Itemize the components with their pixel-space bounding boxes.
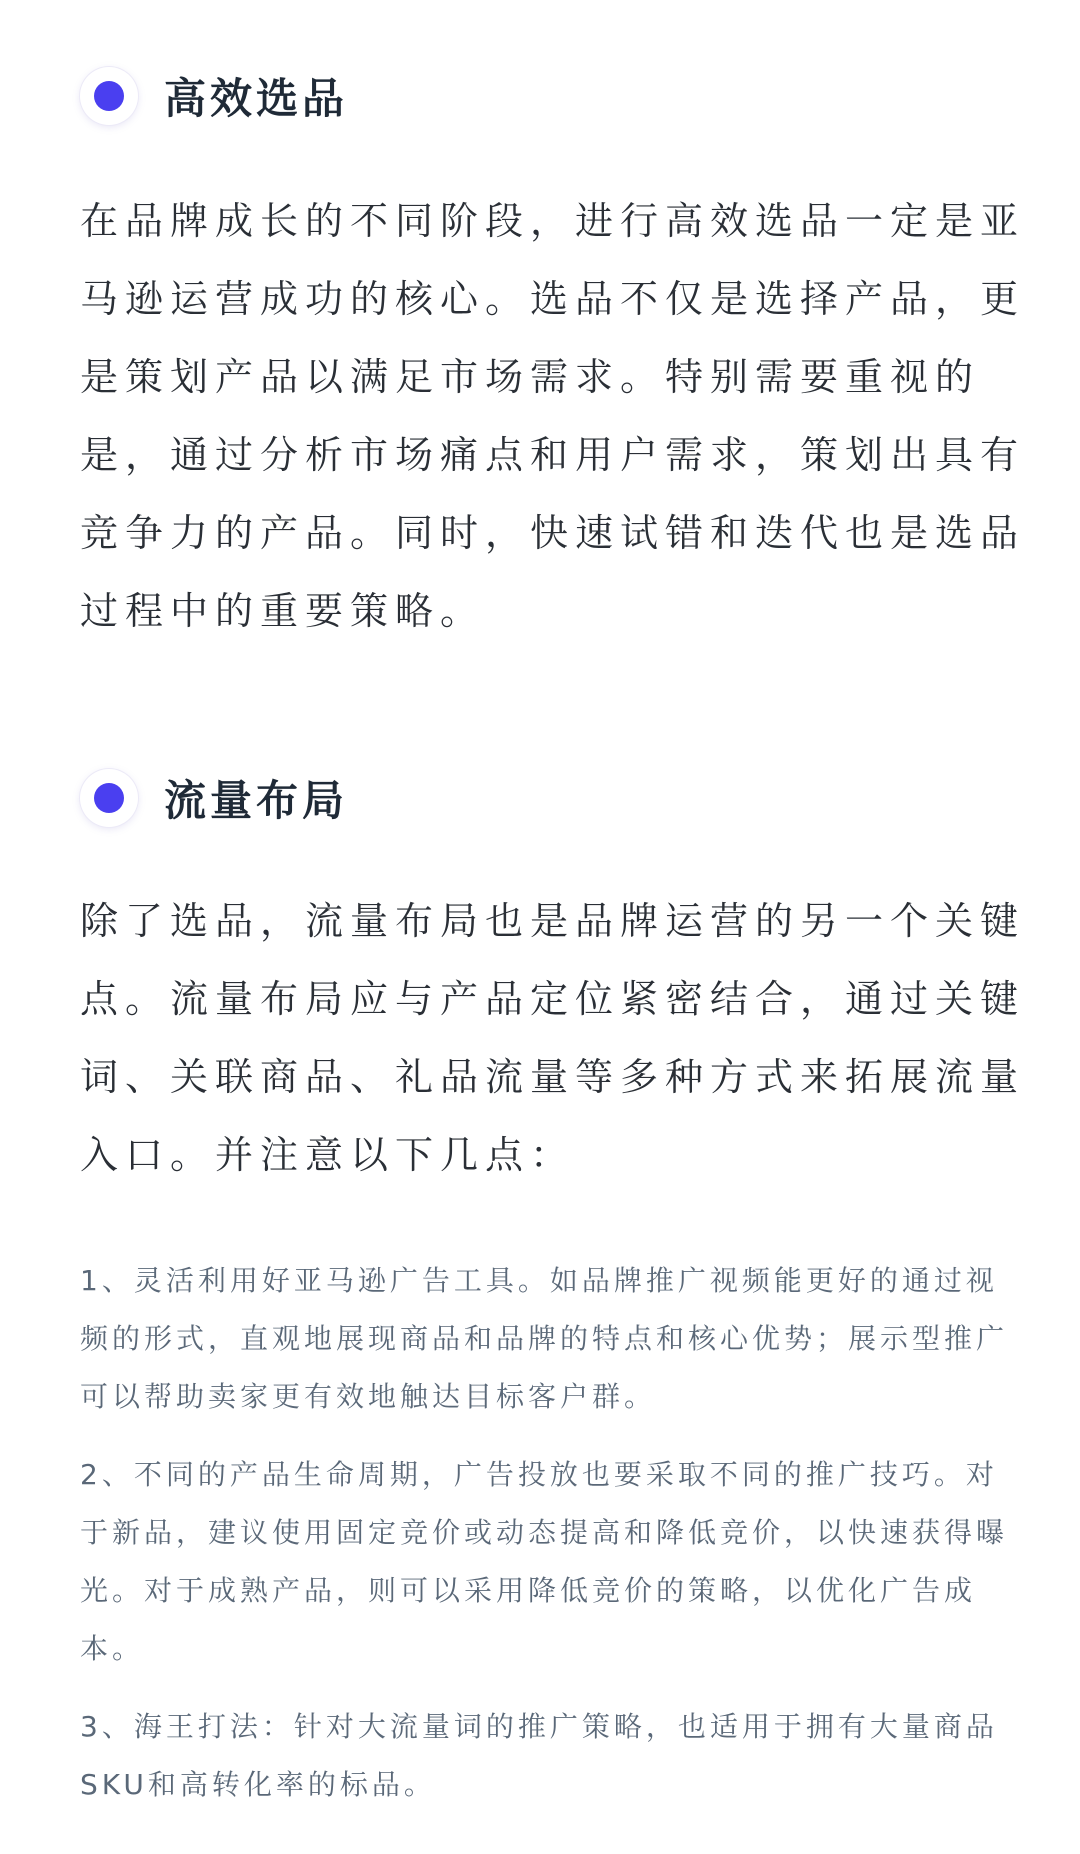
section-header-selection bbox=[80, 64, 348, 128]
bullet-dot-icon bbox=[80, 769, 138, 827]
bullet-dot-core bbox=[94, 783, 124, 813]
section-title: 流量布局 bbox=[164, 776, 349, 825]
bullet-dot-core bbox=[94, 81, 124, 111]
section-paragraph: 在品牌成长的不同阶段，进行高效选品一定是亚马逊运营成功的核心。选品不仅是选择产品，更是策划产品以满足市场需求。特别需要重视的是，通过分析市场痛点和用户需求，策划出具有竞争力的产品。同时，快速试错和迭代也是选品过程中的重要策略。 bbox=[80, 199, 1026, 633]
note-item-1: 1、灵活利用好亚马逊广告工具。如品牌推广视频能更好的通过视频的形式，直观地展现商品和品牌的特点和核心优势；展示型推广可以帮助卖家更有效地触达目标客户群。 bbox=[80, 1264, 1009, 1413]
note-item-3: 3、海王打法：针对大流量词的推广策略，也适用于拥有大量商品SKU和高转化率的标品。 bbox=[80, 1710, 998, 1801]
section-title: 高效选品 bbox=[164, 74, 349, 123]
bullet-dot-icon bbox=[80, 67, 138, 125]
section-header-traffic bbox=[80, 766, 348, 830]
section-paragraph: 除了选品，流量布局也是品牌运营的另一个关键点。流量布局应与产品定位紧密结合，通过关键词、关联商品、礼品流量等多种方式来拓展流量入口。并注意以下几点： bbox=[80, 899, 1026, 1177]
note-item-2: 2、不同的产品生命周期，广告投放也要采取不同的推广技巧。对于新品，建议使用固定竞价或动态提高和降低竞价，以快速获得曝光。对于成熟产品，则可以采用降低竞价的策略，以优化广告成本。 bbox=[80, 1458, 1009, 1665]
